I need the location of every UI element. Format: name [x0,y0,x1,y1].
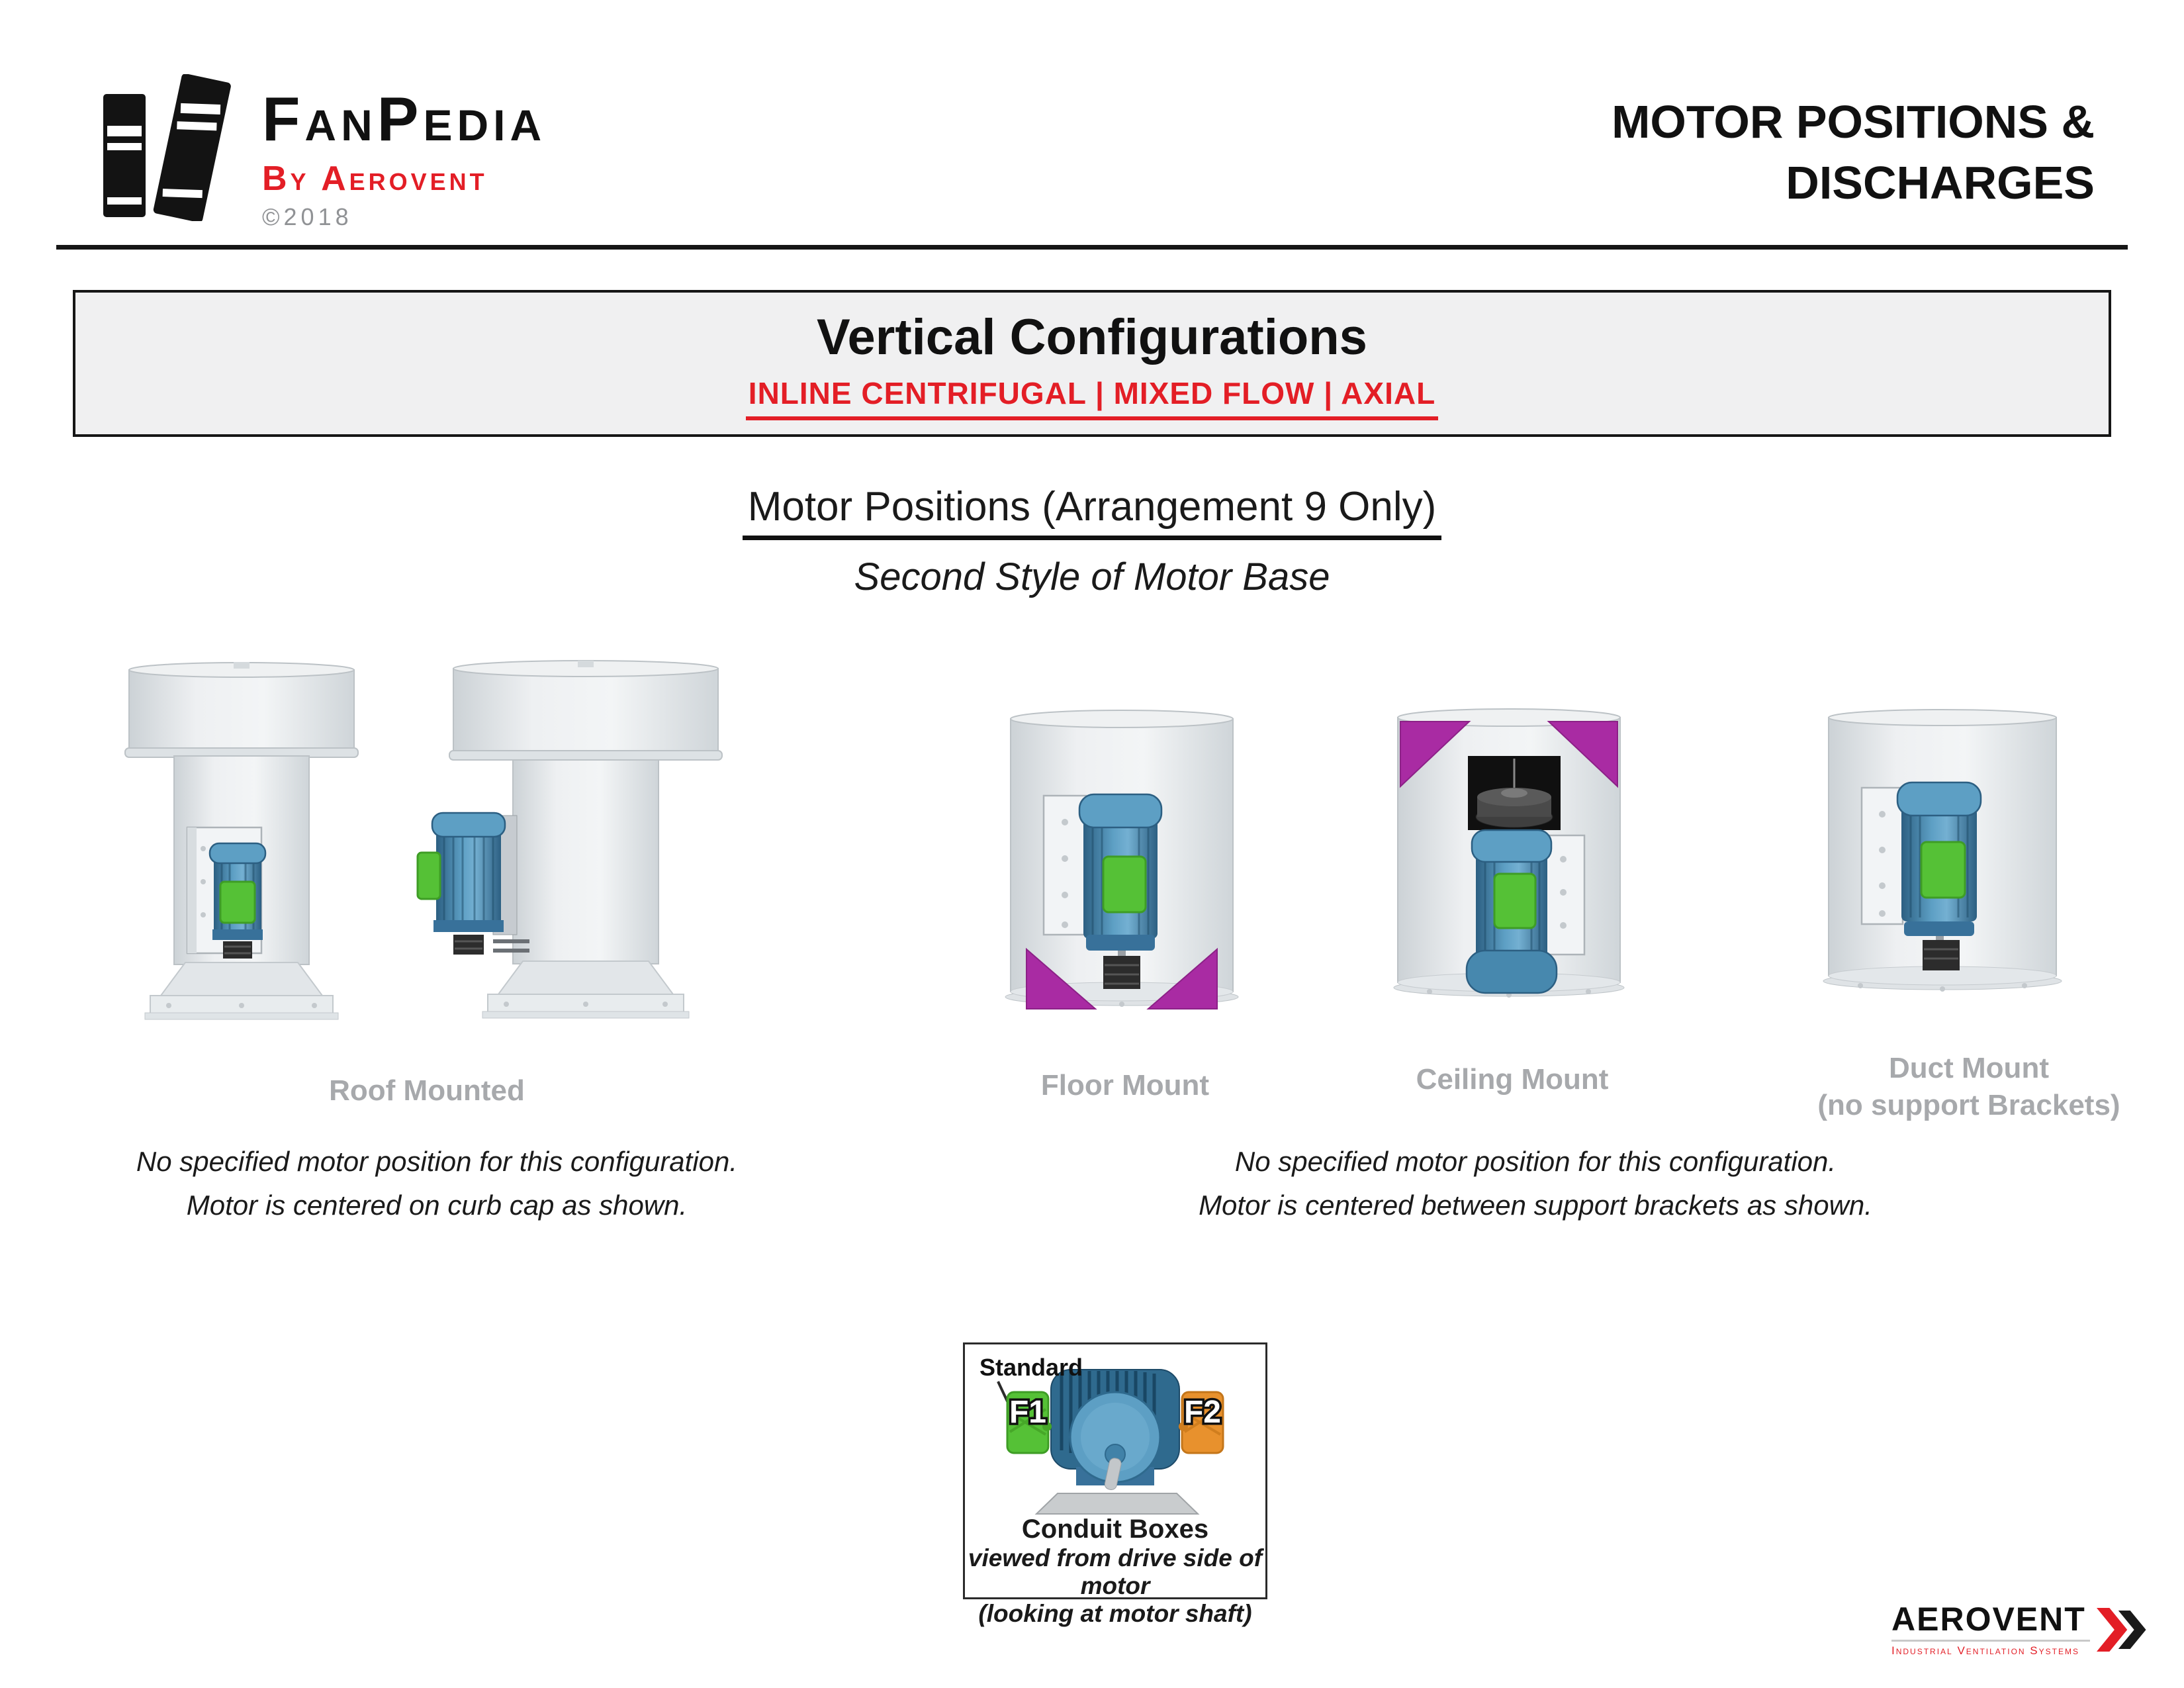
double-chevron-icon [2097,1608,2151,1652]
bracket-note-line2: Motor is centered between support brackets as shown. [1199,1190,1872,1221]
logo-title: FanPedia [262,84,547,154]
bracket-note-line1: No specified motor position for this configuration. [1234,1146,1837,1177]
aerovent-footer-logo [1891,1602,2151,1658]
logo-copyright: ©2018 [262,203,353,230]
page-title [1612,91,2095,213]
banner-categories: INLINE CENTRIFUGAL | MIXED FLOW | AXIAL [746,375,1438,420]
roof-note-line2: Motor is centered on curb cap as shown. [186,1190,688,1221]
f2-conduit-label: F2 [1183,1395,1222,1430]
fanpedia-books-icon [94,74,248,221]
ceiling-mount-fan-illustration [1370,700,1648,1025]
roof-note [106,1140,768,1227]
page-title-line1: MOTOR POSITIONS & [1612,96,2095,148]
page-title-line2: DISCHARGES [1786,157,2095,209]
conduit-caption-line3: (looking at motor shaft) [978,1600,1252,1627]
roof-mounted-fan-illustration [122,657,751,1041]
roof-mounted-label: Roof Mounted [329,1074,525,1107]
footer-divider [1891,1640,2090,1642]
fanpedia-logo [262,84,547,230]
conduit-boxes-figure [963,1342,1267,1627]
footer-tagline: Industrial Ventilation Systems [1891,1644,2079,1657]
duct-mount-fan-illustration [1803,703,2081,1014]
standard-callout: Standard [979,1354,1083,1381]
conduit-captions [965,1514,1265,1628]
ceiling-mount-label: Ceiling Mount [1416,1063,1609,1096]
banner-title: Vertical Configurations [817,309,1367,365]
roof-note-line1: No specified motor position for this configuration. [136,1146,738,1177]
section-heading: Motor Positions (Arrangement 9 Only) [0,483,2184,540]
bracket-note [1171,1140,1899,1227]
f1-conduit-label: F1 [1009,1395,1047,1430]
header-divider [56,245,2128,250]
logo-subtitle: By Aerovent [262,160,488,198]
duct-mount-label-line1: Duct Mount [1889,1052,2049,1084]
vertical-configurations-banner [73,290,2111,437]
duct-mount-label [1764,1050,2174,1124]
floor-mount-label: Floor Mount [1040,1069,1210,1102]
conduit-caption-title: Conduit Boxes [1021,1515,1209,1544]
floor-mount-fan-illustration [983,703,1261,1027]
footer-brand: AEROVENT [1891,1601,2086,1638]
duct-mount-label-line2: (no support Brackets) [1817,1089,2120,1121]
section-subheading: Second Style of Motor Base [854,555,1330,598]
aerovent-footer-text [1891,1602,2090,1658]
conduit-caption-line2: viewed from drive side of motor [968,1544,1263,1599]
